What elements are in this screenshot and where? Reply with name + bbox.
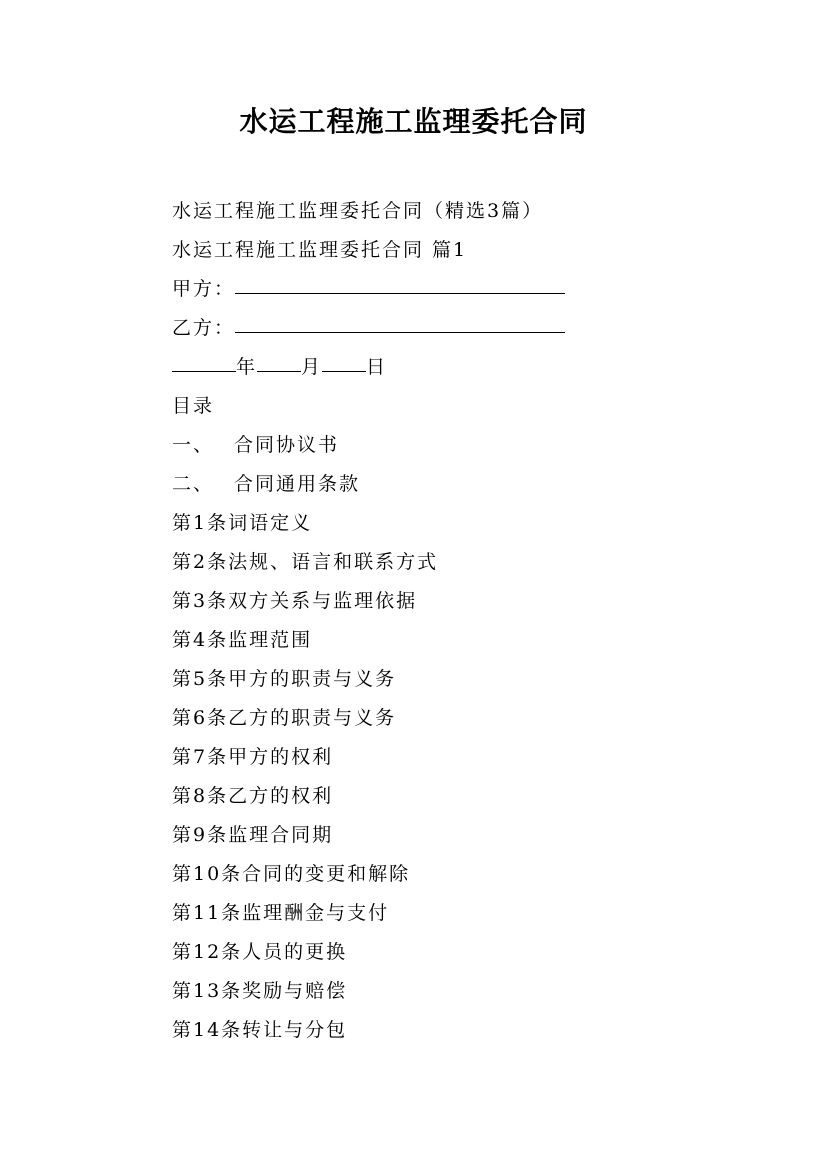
- toc-clause: 第10条合同的变更和解除: [172, 863, 411, 885]
- toc-clause: 第2条法规、语言和联系方式: [172, 551, 439, 573]
- toc-part-title: 合同通用条款: [234, 473, 361, 495]
- toc-part: [172, 465, 752, 504]
- year-blank: [172, 370, 236, 372]
- party-b-line: [172, 309, 752, 348]
- document-body: [172, 192, 752, 1050]
- party-a-label: 甲方：: [172, 278, 236, 300]
- document-title: 水运工程施工监理委托合同: [239, 105, 588, 138]
- month-label: 月: [301, 356, 323, 378]
- year-label: 年: [236, 356, 258, 378]
- toc-clause: 第7条甲方的权利: [172, 746, 334, 768]
- toc-part-number: 一、: [172, 434, 215, 456]
- party-a-blank: [235, 292, 565, 294]
- party-b-label: 乙方：: [172, 317, 236, 339]
- party-b-blank: [235, 331, 565, 333]
- toc-clause: 第14条转让与分包: [172, 1019, 348, 1041]
- toc-part-title: 合同协议书: [234, 434, 340, 456]
- day-blank: [322, 370, 366, 372]
- day-label: 日: [366, 356, 388, 378]
- toc-clause: 第3条双方关系与监理依据: [172, 590, 418, 612]
- toc-clause: 第11条监理酬金与支付: [172, 902, 390, 924]
- toc-clause: 第1条词语定义: [172, 512, 313, 534]
- toc-clause: 第13条奖励与赔偿: [172, 980, 348, 1002]
- toc-clause: 第9条监理合同期: [172, 824, 334, 846]
- toc-clause: 第5条甲方的职责与义务: [172, 668, 397, 690]
- toc-clause: 第8条乙方的权利: [172, 785, 334, 807]
- toc-clause: 第6条乙方的职责与义务: [172, 707, 397, 729]
- toc-heading: 目录: [172, 395, 215, 417]
- party-a-line: [172, 270, 752, 309]
- toc-clause: 第4条监理范围: [172, 629, 313, 651]
- section-heading: 水运工程施工监理委托合同 篇1: [172, 239, 468, 261]
- toc-part-number: 二、: [172, 473, 215, 495]
- date-line: [172, 348, 752, 387]
- document-subtitle: 水运工程施工监理委托合同（精选3篇）: [172, 200, 544, 222]
- toc-clause: 第12条人员的更换: [172, 941, 348, 963]
- toc-part: [172, 426, 752, 465]
- month-blank: [257, 370, 301, 372]
